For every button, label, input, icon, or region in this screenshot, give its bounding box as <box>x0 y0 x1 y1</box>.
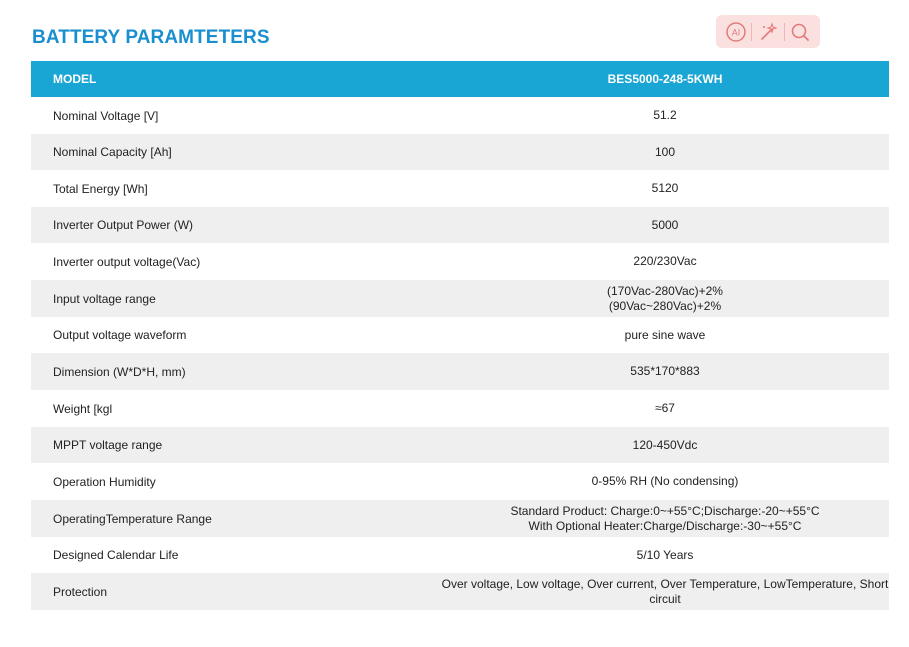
page-title: BATTERY PARAMTETERS <box>32 27 270 48</box>
row-label: Protection <box>31 573 217 610</box>
row-value-line: (170Vac-280Vac)+2% <box>607 283 723 298</box>
row-value-line: Over voltage, Low voltage, Over current, Over Temperature, LowTemperature, Short circuit <box>441 576 889 606</box>
search-icon <box>789 21 811 43</box>
row-value <box>217 573 889 610</box>
row-value-line: 535*170*883 <box>630 364 700 378</box>
row-value-line: 220/230Vac <box>633 254 697 268</box>
table-row <box>31 500 889 537</box>
row-value-line: 120-450Vdc <box>632 437 698 452</box>
table-row <box>31 463 889 500</box>
row-value-line: Standard Product: Charge:0~+55°C;Discharge:-20~+55°C <box>510 503 820 518</box>
table-row <box>31 537 889 573</box>
ai-button[interactable] <box>724 20 748 44</box>
row-label: Output voltage waveform <box>31 317 217 353</box>
row-label: MPPT voltage range <box>31 427 217 463</box>
row-value-line: 5000 <box>651 217 679 232</box>
row-value-line: 0-95% RH (No condensing) <box>591 474 739 488</box>
table-row <box>31 427 889 463</box>
table-row <box>31 134 889 170</box>
magic-wand-icon <box>757 21 779 43</box>
table-row <box>31 97 889 134</box>
table-row <box>31 207 889 243</box>
row-label: Input voltage range <box>31 280 217 317</box>
row-value <box>217 243 889 280</box>
table-row <box>31 573 889 610</box>
row-value-line: 5120 <box>651 181 679 195</box>
row-label: Operation Humidity <box>31 463 217 500</box>
row-value <box>217 537 889 573</box>
row-value-line: ≈67 <box>655 401 675 415</box>
ai-icon <box>725 21 747 43</box>
table-row <box>31 170 889 207</box>
row-value <box>217 353 889 390</box>
row-value <box>217 134 889 170</box>
row-value-line: 100 <box>654 144 676 159</box>
row-value-line: (90Vac~280Vac)+2% <box>608 298 722 313</box>
header-model-value: BES5000-248-5KWH <box>217 61 889 97</box>
row-value <box>217 317 889 353</box>
row-value <box>217 170 889 207</box>
magic-wand-button[interactable] <box>756 20 780 44</box>
row-label: Dimension (W*D*H, mm) <box>31 353 217 390</box>
table-row <box>31 243 889 280</box>
table-header-row <box>31 61 889 97</box>
svg-text:AI: AI <box>731 27 741 37</box>
header-model-label: MODEL <box>31 61 217 97</box>
table-row <box>31 390 889 427</box>
row-label: Nominal Voltage [V] <box>31 97 217 134</box>
row-label: Weight [kgl <box>31 390 217 427</box>
table-row <box>31 280 889 317</box>
row-label: OperatingTemperature Range <box>31 500 217 537</box>
row-value-line: 51.2 <box>653 108 677 122</box>
row-value <box>217 427 889 463</box>
row-value-line: 5/10 Years <box>636 547 694 562</box>
battery-spec-table <box>31 61 889 610</box>
row-value <box>217 500 889 537</box>
row-value-line: With Optional Heater:Charge/Discharge:-30~+55°C <box>528 518 802 533</box>
row-value <box>217 97 889 134</box>
row-label: Inverter output voltage(Vac) <box>31 243 217 280</box>
row-label: Designed Calendar Life <box>31 537 217 573</box>
toolbar-divider <box>751 23 752 41</box>
row-label: Inverter Output Power (W) <box>31 207 217 243</box>
row-value <box>217 207 889 243</box>
row-value <box>217 280 889 317</box>
row-label: Nominal Capacity [Ah] <box>31 134 217 170</box>
row-label: Total Energy [Wh] <box>31 170 217 207</box>
floating-toolbar <box>716 15 820 48</box>
row-value <box>217 463 889 500</box>
table-row <box>31 317 889 353</box>
row-value-line: pure sine wave <box>624 327 706 342</box>
row-value <box>217 390 889 427</box>
toolbar-divider <box>784 23 785 41</box>
search-button[interactable] <box>788 20 812 44</box>
table-row <box>31 353 889 390</box>
